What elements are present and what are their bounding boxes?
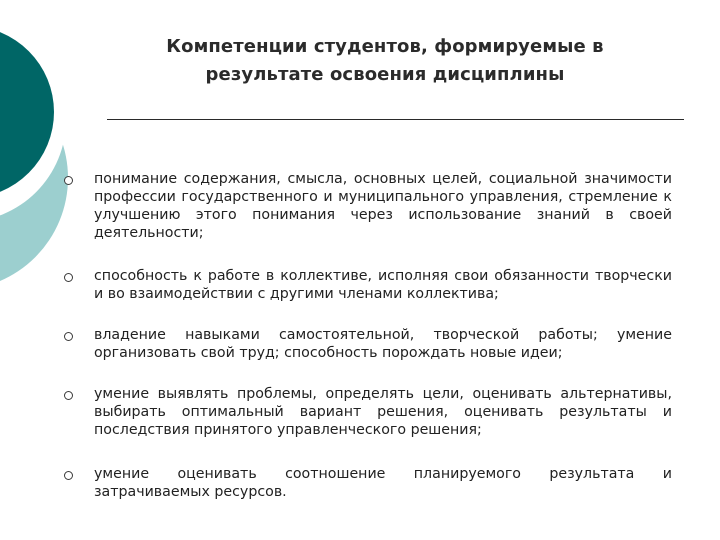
competency-text: умение оценивать соотношение планируемого результата и затрачиваемых ресурсов.	[94, 466, 672, 500]
circle-bullet-icon	[64, 471, 73, 480]
circle-bullet-icon	[64, 332, 73, 341]
slide-title-line-2: результате освоения дисциплины	[205, 64, 565, 85]
competency-text: умение выявлять проблемы, определять цели, оценивать альтернативы, выбирать оптимальный вариант решения, оценивать результаты и последствия принятого управленческого решения;	[94, 386, 672, 438]
competency-text: способность к работе в коллективе, исполняя свои обязанности творчески и во взаимодействии с другими членами коллектива;	[94, 268, 672, 302]
slide-title-line-1: Компетенции студентов, формируемые в	[166, 36, 604, 57]
slide-title	[120, 33, 650, 89]
circle-bullet-icon	[64, 273, 73, 282]
decorative-circles	[0, 0, 120, 300]
competency-text: понимание содержания, смысла, основных целей, социальной значимости профессии государственного и муниципального управления, стремление к улучшению этого понимания через использование знаний в своей деятельности;	[94, 171, 672, 241]
competency-text: владение навыками самостоятельной, творческой работы; умение организовать свой труд; способность порождать новые идеи;	[94, 327, 672, 361]
title-divider	[107, 119, 684, 120]
circle-bullet-icon	[64, 176, 73, 185]
circle-bullet-icon	[64, 391, 73, 400]
